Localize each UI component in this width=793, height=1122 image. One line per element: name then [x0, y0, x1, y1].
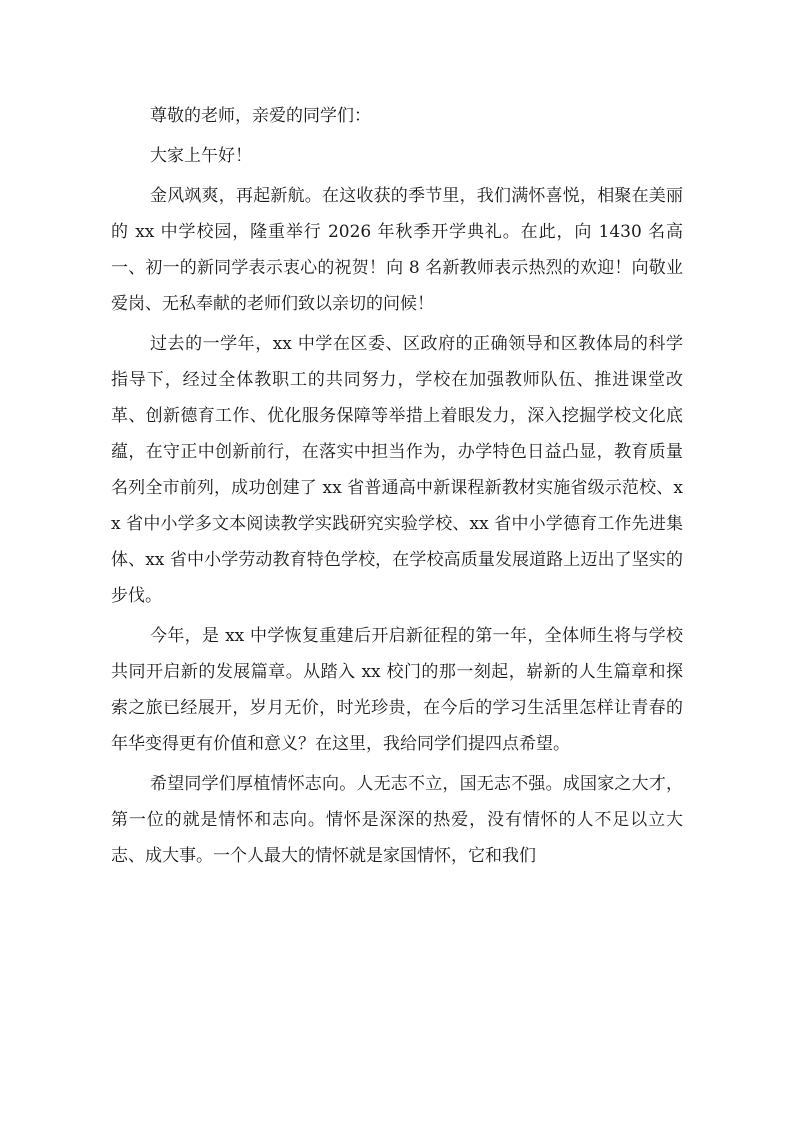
- greeting: 大家上午好！: [150, 146, 252, 166]
- paragraph-hope: 希望同学们厚植情怀志向。人无志不立，国无志不强。成国家之大才，第一位的就是情怀和志向。情怀是深深的热爱，没有情怀的人不足以立大志、成大事。一个人最大的情怀就是家国情怀，它和我们: [111, 774, 683, 866]
- salutation: 尊敬的老师，亲爱的同学们：: [150, 106, 371, 126]
- paragraph-past-year: 过去的一学年，xx 中学在区委、区政府的正确领导和区教体局的科学指导下，经过全体教职工的共同努力，学校在加强教师队伍、推进课堂改革、创新德育工作、优化服务保障等举措上着眼发力，深入挖掘学校文化底蕴，在守正中创新前行，在落实中担当作为，办学特色日益凸显，教育质量名列全市前列，成功创建了 xx 省普通高中新课程新教材实施省级示范校、xx 省中小学多文本阅读教学实践研究实验学校、xx 省中小学德育工作先进集体、xx 省中小学劳动教育特色学校，在学校高质量发展道路上迈出了坚实的步伐。: [111, 334, 683, 606]
- paragraph-welcome: 金风飒爽，再起新航。在这收获的季节里，我们满怀喜悦，相聚在美丽的 xx 中学校园，隆重举行 2026 年秋季开学典礼。在此，向 1430 名高一、初一的新同学表示衷心的祝贺！向 8 名新教师表示热烈的欢迎！向敬业爱岗、无私奉献的老师们致以亲切的问候！: [111, 186, 683, 314]
- paragraph-this-year: 今年，是 xx 中学恢复重建后开启新征程的第一年，全体师生将与学校共同开启新的发展篇章。从踏入 xx 校门的那一刻起，崭新的人生篇章和探索之旅已经展开，岁月无价，时光珍贵，在今后的学习生活里怎样让青春的年华变得更有价值和意义？在这里，我给同学们提四点希望。: [111, 626, 683, 754]
- speech-text: [111, 98, 683, 874]
